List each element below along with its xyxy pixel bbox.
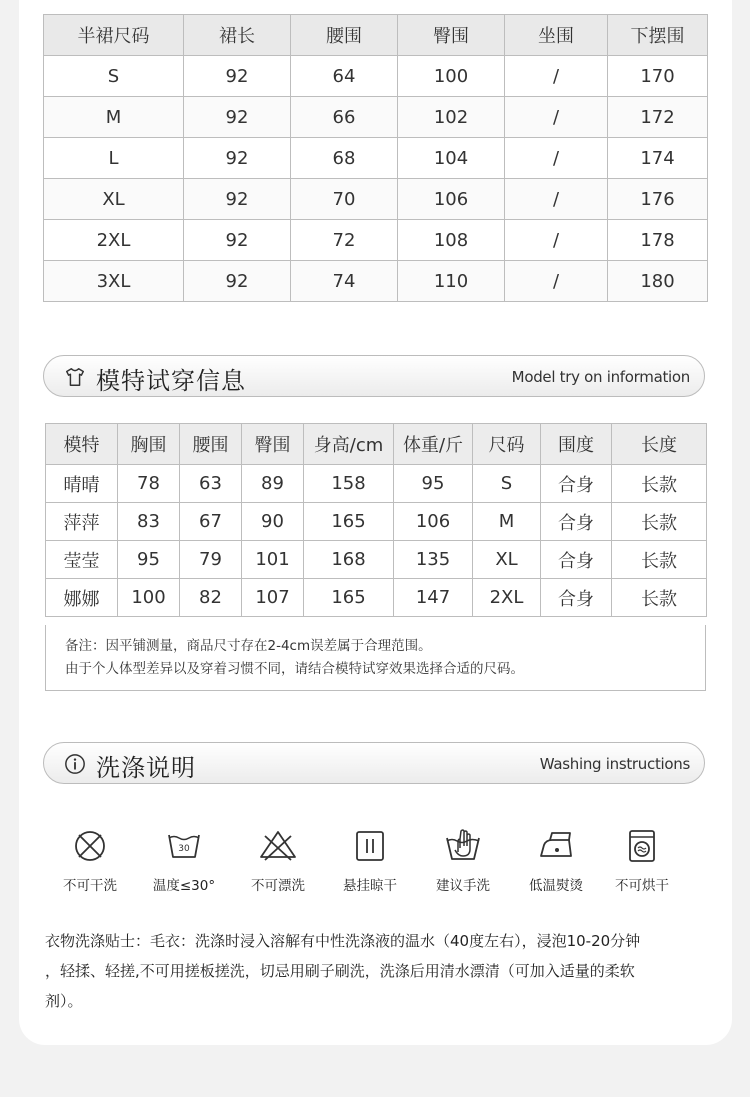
table-cell: 合身 [541, 579, 612, 617]
no-tumble-dry-icon [622, 826, 662, 866]
measurement-note [45, 625, 706, 691]
table-cell: S [473, 465, 541, 503]
table-cell: 106 [398, 179, 505, 220]
hand-wash-icon [443, 826, 483, 866]
note-line: 由于个人体型差异以及穿着习惯不同，请结合模特试穿效果选择合适的尺码。 [65, 661, 524, 677]
header-cell: 裙长 [184, 15, 291, 56]
section-title: 模特试穿信息 [96, 367, 246, 395]
size-cell: 3XL [44, 261, 184, 302]
wash-item [418, 826, 508, 894]
size-cell: S [44, 56, 184, 97]
header-cell: 臀围 [242, 424, 304, 465]
wash-item [233, 826, 323, 894]
table-cell: 92 [184, 97, 291, 138]
table-cell: / [505, 179, 608, 220]
size-table [43, 14, 708, 302]
table-row [44, 179, 708, 220]
table-cell: 68 [291, 138, 398, 179]
table-cell: 100 [398, 56, 505, 97]
table-cell: 95 [118, 541, 180, 579]
header-cell: 尺码 [473, 424, 541, 465]
table-cell: 174 [608, 138, 708, 179]
size-cell: XL [44, 179, 184, 220]
wash-label: 不可烘干 [615, 878, 669, 894]
header-cell: 下摆围 [608, 15, 708, 56]
tips-line: ，轻揉、轻搓,不可用搓板搓洗，切忌用刷子刷洗，洗涤后用清水漂清（可加入适量的柔软 [45, 962, 635, 980]
shirt-icon [64, 366, 86, 388]
table-cell: 长款 [612, 541, 707, 579]
wash-label: 低温熨烫 [529, 878, 583, 894]
table-cell: 89 [242, 465, 304, 503]
table-cell: 104 [398, 138, 505, 179]
size-cell: L [44, 138, 184, 179]
header-cell: 半裙尺码 [44, 15, 184, 56]
wash-label: 不可干洗 [63, 878, 117, 894]
table-row [46, 465, 707, 503]
wash-label: 悬挂晾干 [343, 878, 397, 894]
wash-label: 温度≤30° [152, 878, 216, 894]
table-cell: 107 [242, 579, 304, 617]
table-row [46, 579, 707, 617]
table-cell: 101 [242, 541, 304, 579]
header-cell: 模特 [46, 424, 118, 465]
tips-line: 剂）。 [45, 992, 83, 1010]
no-bleach-icon [258, 826, 298, 866]
table-cell: / [505, 220, 608, 261]
table-cell: 合身 [541, 503, 612, 541]
table-row [46, 503, 707, 541]
wash-item [325, 826, 415, 894]
table-row [44, 56, 708, 97]
model-name-cell: 莹莹 [46, 541, 118, 579]
table-cell: 长款 [612, 579, 707, 617]
size-table-header [44, 15, 708, 56]
table-cell: 135 [394, 541, 473, 579]
no-dry-clean-icon [70, 826, 110, 866]
table-cell: 2XL [473, 579, 541, 617]
header-cell: 胸围 [118, 424, 180, 465]
table-cell: 168 [304, 541, 394, 579]
header-cell: 围度 [541, 424, 612, 465]
table-cell: 147 [394, 579, 473, 617]
table-cell: 74 [291, 261, 398, 302]
wash-icon-row [50, 826, 710, 896]
section-subtitle: Washing instructions [539, 755, 690, 773]
table-cell: 72 [291, 220, 398, 261]
model-name-cell: 晴晴 [46, 465, 118, 503]
table-cell: 172 [608, 97, 708, 138]
table-row [44, 97, 708, 138]
table-cell: 170 [608, 56, 708, 97]
table-cell: 79 [180, 541, 242, 579]
header-cell: 腰围 [180, 424, 242, 465]
table-cell: 102 [398, 97, 505, 138]
model-name-cell: 娜娜 [46, 579, 118, 617]
table-cell: / [505, 138, 608, 179]
wash-item [511, 826, 601, 894]
table-cell: 100 [118, 579, 180, 617]
table-cell: 176 [608, 179, 708, 220]
table-cell: 108 [398, 220, 505, 261]
table-cell: 178 [608, 220, 708, 261]
wash-30-icon [164, 826, 204, 866]
wash-label: 建议手洗 [436, 878, 490, 894]
wash-item [45, 826, 135, 894]
table-cell: 83 [118, 503, 180, 541]
hang-dry-icon [350, 826, 390, 866]
model-info-banner [43, 355, 705, 397]
table-cell: 158 [304, 465, 394, 503]
wash-item [139, 826, 229, 894]
table-cell: 165 [304, 579, 394, 617]
wash-item [597, 826, 687, 894]
header-cell: 身高/cm [304, 424, 394, 465]
table-cell: 92 [184, 56, 291, 97]
table-cell: / [505, 56, 608, 97]
table-cell: / [505, 97, 608, 138]
table-cell: 合身 [541, 541, 612, 579]
table-cell: 合身 [541, 465, 612, 503]
model-table [45, 423, 707, 617]
table-cell: 长款 [612, 503, 707, 541]
table-cell: / [505, 261, 608, 302]
table-cell: 110 [398, 261, 505, 302]
size-cell: M [44, 97, 184, 138]
table-cell: 92 [184, 220, 291, 261]
table-cell: 92 [184, 179, 291, 220]
header-cell: 长度 [612, 424, 707, 465]
table-cell: 92 [184, 261, 291, 302]
table-cell: 64 [291, 56, 398, 97]
table-cell: 78 [118, 465, 180, 503]
table-cell: 67 [180, 503, 242, 541]
table-cell: M [473, 503, 541, 541]
wash-label: 不可漂洗 [251, 878, 305, 894]
header-cell: 体重/斤 [394, 424, 473, 465]
table-cell: 180 [608, 261, 708, 302]
header-cell: 坐围 [505, 15, 608, 56]
section-title: 洗涤说明 [96, 754, 196, 782]
size-cell: 2XL [44, 220, 184, 261]
washing-banner [43, 742, 705, 784]
section-subtitle: Model try on information [511, 368, 690, 386]
table-cell: 63 [180, 465, 242, 503]
wash-tips [45, 926, 725, 1016]
table-cell: 165 [304, 503, 394, 541]
table-cell: 长款 [612, 465, 707, 503]
header-cell: 腰围 [291, 15, 398, 56]
model-table-header [46, 424, 707, 465]
table-cell: 106 [394, 503, 473, 541]
table-cell: 70 [291, 179, 398, 220]
model-name-cell: 萍萍 [46, 503, 118, 541]
table-cell: 92 [184, 138, 291, 179]
table-row [44, 220, 708, 261]
table-cell: 90 [242, 503, 304, 541]
table-cell: 82 [180, 579, 242, 617]
table-row [44, 138, 708, 179]
note-line: 备注：因平铺测量，商品尺寸存在2-4cm误差属于合理范围。 [65, 638, 432, 654]
table-cell: 95 [394, 465, 473, 503]
info-icon [64, 753, 86, 775]
wash-temp: 30 [178, 844, 190, 854]
low-iron-icon [536, 826, 576, 866]
table-row [44, 261, 708, 302]
table-row [46, 541, 707, 579]
table-cell: XL [473, 541, 541, 579]
header-cell: 臀围 [398, 15, 505, 56]
tips-line: 衣物洗涤贴士：毛衣：洗涤时浸入溶解有中性洗涤液的温水（40度左右），浸泡10-20分钟 [45, 932, 641, 950]
table-cell: 66 [291, 97, 398, 138]
